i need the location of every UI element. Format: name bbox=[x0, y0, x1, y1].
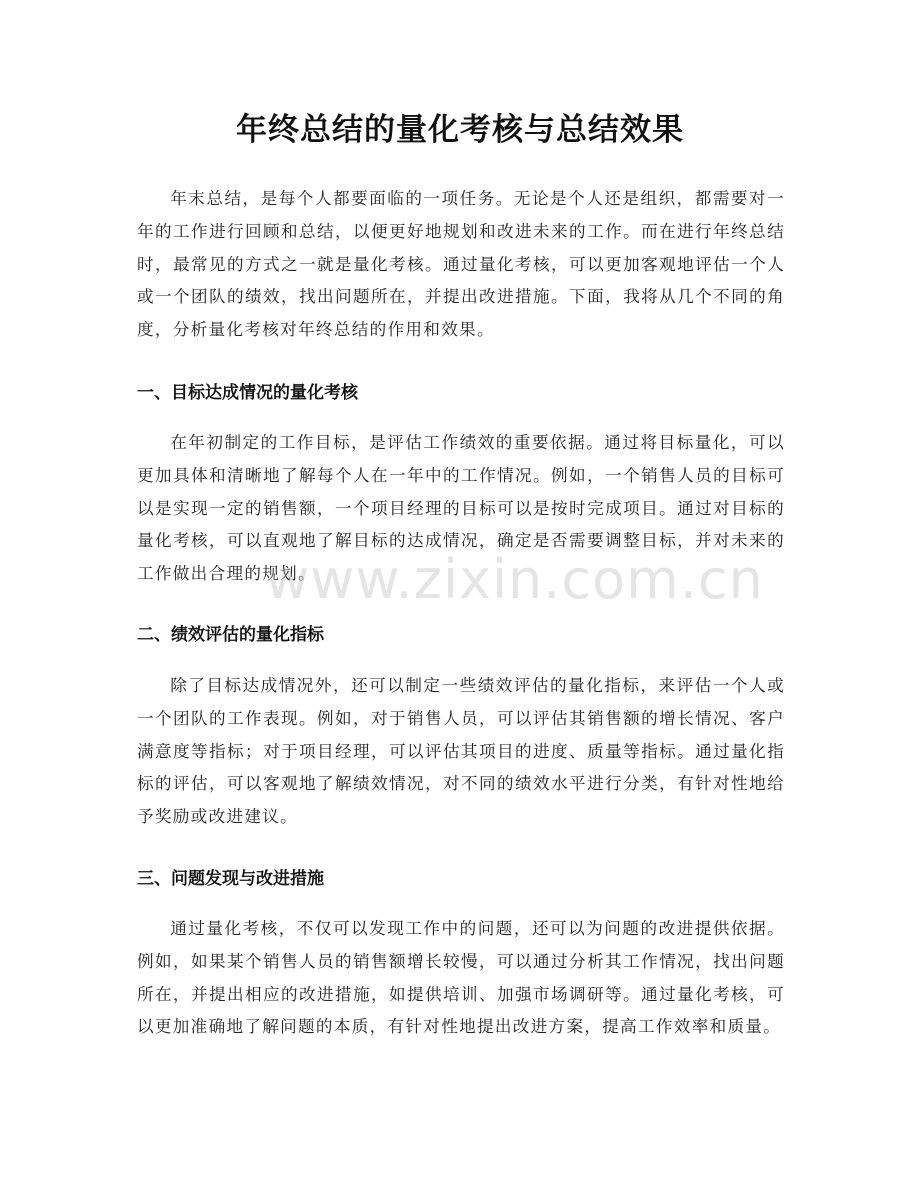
section-3-paragraph: 通过量化考核，不仅可以发现工作中的问题，还可以为问题的改进提供依据。例如，如果某个销售人员的销售额增长较慢，可以通过分析其工作情况，找出问题所在，并提出相应的改进措施，如提供培训、加强市场调研等。通过量化考核，可以更加准确地了解问题的本质，有针对性地提出改进方案，提高工作效率和质量。 bbox=[137, 919, 785, 1037]
section-2-heading: 二、绩效评估的量化指标 bbox=[137, 625, 324, 645]
document-title: 年终总结的量化考核与总结效果 bbox=[236, 112, 684, 148]
intro-paragraph: 年末总结，是每个人都要面临的一项任务。无论是个人还是组织，都需要对一年的工作进行回顾和总结，以便更好地规划和改进未来的工作。而在进行年终总结时，最常见的方式之一就是量化考核。通过量化考核，可以更加客观地评估一个人或一个团队的绩效，找出问题所在，并提出改进措施。下面，我将从几个不同的角度，分析量化考核对年终总结的作用和效果。 bbox=[137, 189, 785, 340]
section-1-paragraph: 在年初制定的工作目标，是评估工作绩效的重要依据。通过将目标量化，可以更加具体和清晰地了解每个人在一年中的工作情况。例如，一个销售人员的目标可以是实现一定的销售额，一个项目经理的目标可以是按时完成项目。通过对目标的量化考核，可以直观地了解目标的达成情况，确定是否需要调整目标，并对未来的工作做出合理的规划。 bbox=[137, 433, 785, 584]
section-2-paragraph: 除了目标达成情况外，还可以制定一些绩效评估的量化指标，来评估一个人或一个团队的工作表现。例如，对于销售人员，可以评估其销售额的增长情况、客户满意度等指标；对于项目经理，可以评估其项目的进度、质量等指标。通过量化指标的评估，可以客观地了解绩效情况，对不同的绩效水平进行分类，有针对性地给予奖励或改进建议。 bbox=[137, 676, 785, 827]
section-3-heading: 三、问题发现与改进措施 bbox=[137, 869, 324, 889]
section-1-heading: 一、目标达成情况的量化考核 bbox=[137, 383, 358, 403]
watermark-text: www.zixin.com.cn bbox=[265, 548, 764, 611]
